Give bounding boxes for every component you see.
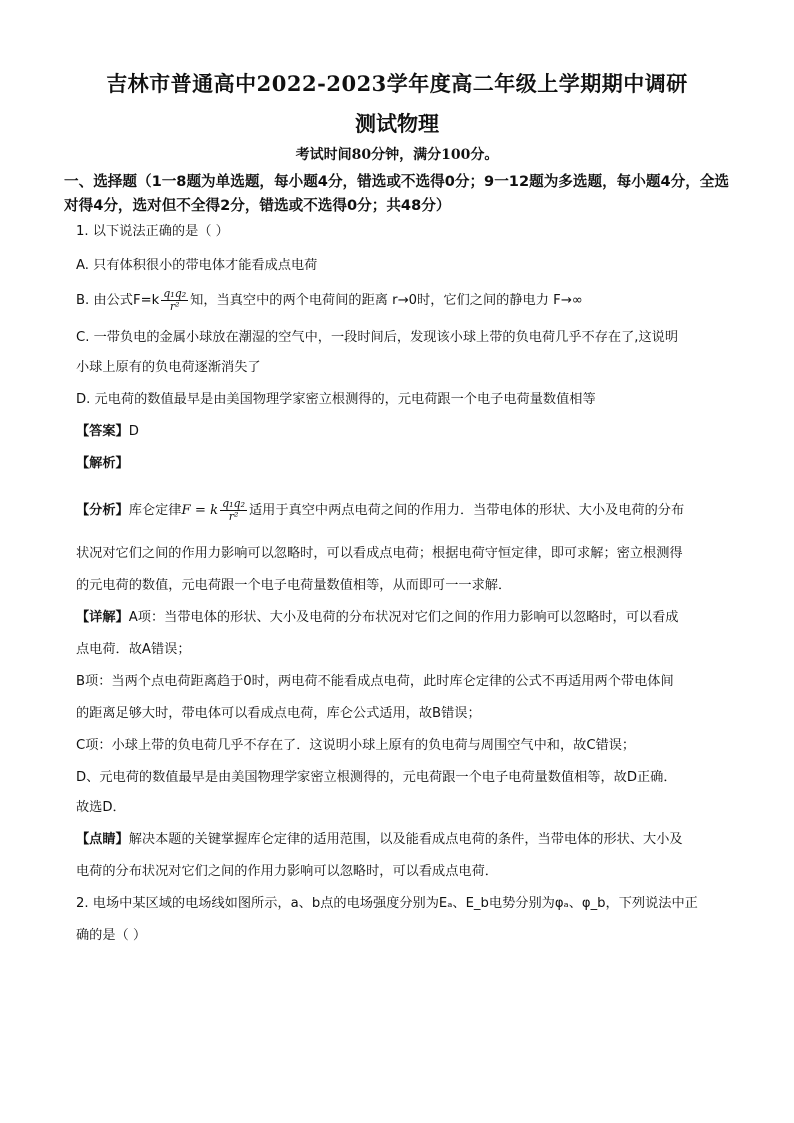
- choose-line: 故选D．: [76, 800, 126, 815]
- title-line-1: 吉林市普通高中2022-2023学年度高二年级上学期期中调研: [106, 71, 688, 96]
- fenxi-tag: 【分析】: [76, 503, 129, 518]
- q1-option-d: D. 元电荷的数值最早是由美国物理学家密立根测得的，元电荷跟一个电子电荷量数值相等: [76, 392, 596, 407]
- exam-info: 考试时间80分钟，满分100分。: [295, 147, 499, 163]
- q1-option-c-line-1: C. 一带负电的金属小球放在潮湿的空气中，一段时间后，发现该小球上带的负电荷几乎不存在了,这说明: [76, 330, 679, 345]
- question-1-stem: 1. 以下说法正确的是（ ）: [76, 224, 229, 239]
- answer-tag: 【答案】: [76, 424, 129, 439]
- fenxi-line-2: 状况对它们之间的作用力影响可以忽略时，可以看成点电荷；根据电荷守恒定律，即可求解；密立根测得: [76, 546, 683, 561]
- title-line-2: 测试物理: [355, 111, 439, 136]
- explain-d-line: D、元电荷的数值最早是由美国物理学家密立根测得的，元电荷跟一个电子电荷量数值相等，故D正确．: [76, 770, 677, 785]
- dianjing-line-2: 电荷的分布状况对它们之间的作用力影响可以忽略时，可以看成点电荷．: [76, 864, 498, 879]
- section-heading: 一、选择题（1一8题为单选题，每小题4分，错选或不选得0分；9一12题为多选题，每小题4分，全选对得4分，选对但不全得2分，错选或不选得0分；共48分）: [64, 173, 729, 214]
- coulomb-numerator: q₁q₂: [222, 496, 245, 510]
- q1-option-c-line-2: 小球上原有的负电荷逐渐消失了: [76, 360, 261, 375]
- explain-c-line: C项：小球上带的负电荷几乎不存在了．这说明小球上原有的负电荷与周围空气中和，故C错误；: [76, 738, 636, 753]
- coulomb-denominator: r²: [228, 509, 239, 523]
- xiangjie-text: A项：当带电体的形状、大小及电荷的分布状况对它们之间的作用力影响可以忽略时，可以看成: [128, 610, 679, 625]
- dianjing-line-1: [76, 830, 736, 850]
- fenxi-line-1: [76, 494, 736, 528]
- coulomb-formula-lhs: F = k: [181, 503, 219, 518]
- option-b-denominator: r²: [169, 299, 180, 313]
- option-b-fraction: [161, 288, 188, 313]
- analysis-label: 【解析】: [76, 456, 129, 471]
- xiangjie-line-1: [76, 608, 736, 628]
- q1-option-a: A. 只有体积很小的带电体才能看成点电荷: [76, 258, 318, 273]
- answer-value: D: [128, 424, 139, 439]
- q1-option-b: [76, 286, 736, 316]
- dianjing-text: 解决本题的关键掌握库仑定律的适用范围，以及能看成点电荷的条件，当带电体的形状、大小及: [128, 832, 683, 847]
- question-2-stem-line-2: 确的是（ ）: [76, 928, 147, 943]
- option-b-numerator: q₁q₂: [163, 286, 187, 300]
- explain-b-line-2: 的距离足够大时，带电体可以看成点电荷，库仑公式适用，故B错误；: [76, 706, 481, 721]
- fenxi-prefix: 库仑定律: [128, 503, 182, 518]
- option-b-prefix: B. 由公式F=k: [76, 293, 160, 308]
- xiangjie-tag: 【详解】: [76, 610, 129, 625]
- fenxi-line-3: 的元电荷的数值，元电荷跟一个电子电荷量数值相等，从而即可一一求解．: [76, 578, 512, 593]
- question-2-stem-line-1: 2. 电场中某区域的电场线如图所示，a、b点的电场强度分别为Eₐ、E_b电势分别为φₐ、φ_b，下列说法中正: [76, 896, 698, 911]
- explain-b-line-1: B项：当两个点电荷距离趋于0时，两电荷不能看成点电荷，此时库仑定律的公式不再适用两个带电体间: [76, 674, 674, 689]
- xiangjie-line-2: 点电荷．故A错误；: [76, 642, 191, 657]
- option-b-suffix: 知，当真空中的两个电荷间的距离 r→0时，它们之间的静电力 F→∞: [190, 293, 583, 308]
- fenxi-suffix: 适用于真空中两点电荷之间的作用力．当带电体的形状、大小及电荷的分布: [248, 503, 685, 518]
- coulomb-fraction: [220, 498, 247, 523]
- dianjing-tag: 【点睛】: [76, 832, 129, 847]
- answer-row: [76, 422, 736, 442]
- analysis-tag: [76, 454, 736, 474]
